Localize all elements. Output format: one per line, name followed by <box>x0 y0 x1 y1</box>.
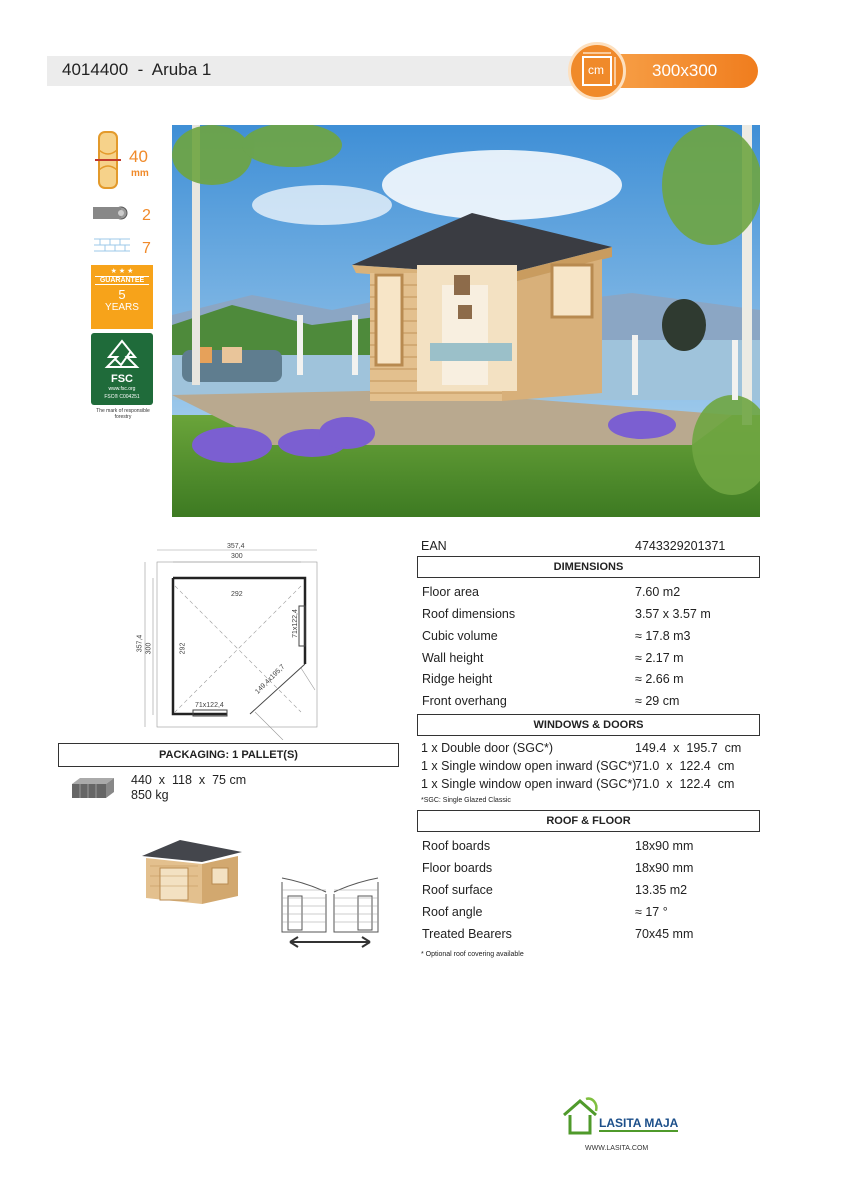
fsc-tagline: The mark of responsible forestry <box>96 408 150 420</box>
roof-row-value: 18x90 mm <box>635 839 694 853</box>
measure-unit: cm <box>588 63 604 77</box>
fsc-label: FSC <box>111 373 133 385</box>
dim-row-value: 3.57 x 3.57 m <box>635 607 711 621</box>
guarantee-label: GUARANTEE <box>95 276 149 285</box>
dim-row-label: Ridge height <box>422 672 493 686</box>
mirror-layout-icon <box>280 872 380 957</box>
product-photo <box>172 125 760 517</box>
dim-row-value: ≈ 17.8 m3 <box>635 629 691 643</box>
dim-row-value: ≈ 29 cm <box>635 694 680 708</box>
wall-thickness-value: 40 <box>129 147 148 166</box>
house-thumbnail <box>140 838 245 913</box>
floor-plan <box>135 540 335 740</box>
packaging-weight: 850 kg <box>131 788 169 802</box>
size-label: 300x300 <box>652 61 718 80</box>
dim-row-label: Roof dimensions <box>422 607 516 621</box>
roof-row-label: Floor boards <box>422 861 493 875</box>
dim-row-value: 7.60 m2 <box>635 585 681 599</box>
plan-window-right: 71x122,4 <box>291 609 299 638</box>
window-row-value: 71.0 x 122.4 cm <box>635 777 735 791</box>
brand-url: WWW.LASITA.COM <box>585 1145 649 1152</box>
dimensions-heading: DIMENSIONS <box>417 556 760 578</box>
wall-thickness-icon <box>95 130 121 195</box>
shingle-count: 7 <box>142 240 151 257</box>
roofing-roll-icon <box>91 205 129 226</box>
plan-wall-width: 292 <box>231 591 243 598</box>
roof-row-label: Roof surface <box>422 883 493 897</box>
dim-row-label: Floor area <box>422 585 479 599</box>
fsc-web: www.fsc.org <box>108 386 136 392</box>
roof-footnote: * Optional roof covering available <box>421 951 524 958</box>
shingles-icon <box>92 235 132 262</box>
window-row-label: 1 x Double door (SGC*) <box>421 741 554 755</box>
lasita-logo <box>562 1095 602 1142</box>
roof-row-value: 70x45 mm <box>635 927 694 941</box>
plan-door: 149,4x195,7 <box>254 663 287 696</box>
packaging-heading: PACKAGING: 1 PALLET(S) <box>58 743 399 767</box>
roof-row-value: 18x90 mm <box>635 861 694 875</box>
product-title: 4014400 - Aruba 1 <box>62 60 212 79</box>
measure-icon <box>568 42 626 100</box>
guarantee-stars: ★ ★ ★ <box>110 268 134 275</box>
window-row-value: 71.0 x 122.4 cm <box>635 759 735 773</box>
roof-row-value: ≈ 17 ° <box>635 905 668 919</box>
tree-check-icon <box>91 337 153 373</box>
dim-row-label: Wall height <box>422 651 484 665</box>
roll-count: 2 <box>142 207 151 224</box>
ean-value: 4743329201371 <box>635 539 726 553</box>
window-row-label: 1 x Single window open inward (SGC*) <box>421 759 637 773</box>
dim-row-label: Front overhang <box>422 694 507 708</box>
plan-inner-height: 300 <box>145 642 153 655</box>
window-row-label: 1 x Single window open inward (SGC*) <box>421 777 637 791</box>
roof-row-label: Treated Bearers <box>422 927 512 941</box>
plan-window-bottom: 71x122,4 <box>195 702 224 709</box>
roof-row-label: Roof boards <box>422 839 491 853</box>
fsc-logo <box>91 333 153 405</box>
windows-heading: WINDOWS & DOORS <box>417 714 760 736</box>
pallet-icon <box>70 776 116 805</box>
window-row-value: 149.4 x 195.7 cm <box>635 741 742 755</box>
guarantee-badge <box>91 265 153 329</box>
dim-row-value: ≈ 2.66 m <box>635 672 684 686</box>
ean-label: EAN <box>421 539 447 553</box>
plan-outer-width: 357,4 <box>227 543 245 550</box>
dim-row-value: ≈ 2.17 m <box>635 651 684 665</box>
plan-wall-height: 292 <box>179 642 187 655</box>
fsc-code: FSC® C004251 <box>104 394 140 400</box>
roof-floor-heading: ROOF & FLOOR <box>417 810 760 832</box>
plan-inner-width: 300 <box>231 553 243 560</box>
guarantee-years: 5 <box>118 287 126 302</box>
brand-name: LASITA MAJA <box>599 1116 679 1130</box>
plan-outer-height: 357,4 <box>136 634 144 653</box>
guarantee-unit: YEARS <box>105 302 139 313</box>
dim-row-label: Cubic volume <box>422 629 498 643</box>
packaging-dimensions: 440 x 118 x 75 cm <box>131 773 247 787</box>
roof-row-value: 13.35 m2 <box>635 883 688 897</box>
wall-thickness-unit: mm <box>131 168 149 179</box>
roof-row-label: Roof angle <box>422 905 483 919</box>
sgc-footnote: *SGC: Single Glazed Classic <box>421 797 511 804</box>
